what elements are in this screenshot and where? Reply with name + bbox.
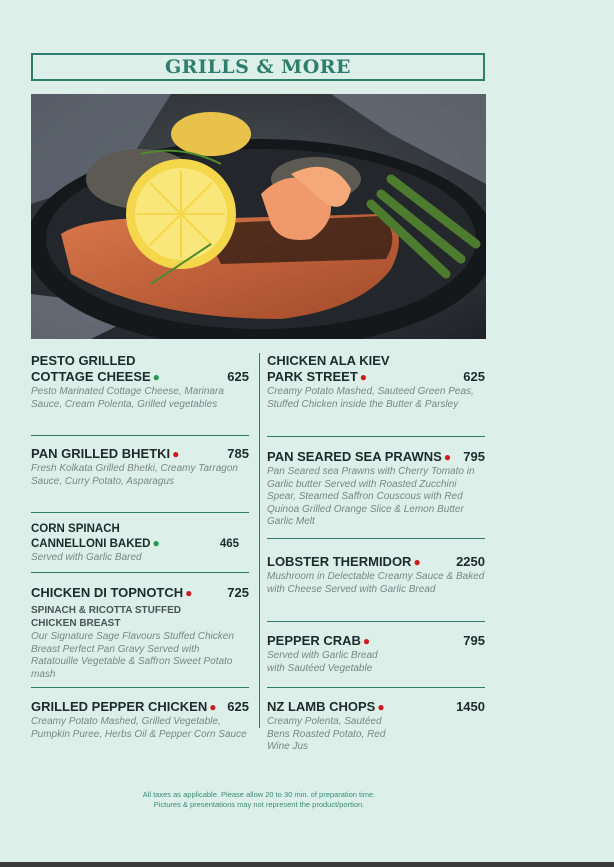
item-separator xyxy=(31,435,249,436)
item-description: Served with Garlic Bared xyxy=(31,552,142,563)
dish-photo xyxy=(31,94,486,339)
bottom-edge xyxy=(0,862,614,867)
footer-line-2: Pictures & presentations may not represent the product/portion. xyxy=(153,799,365,809)
item-price: 625 xyxy=(227,699,249,714)
item-description: Pesto Marinated Cottage Cheese, Marinara Sauce, Cream Polenta, Grilled vegetables xyxy=(31,386,224,410)
item-description: Fresh Kolkata Grilled Bhetki, Creamy Tarragon Sauce, Curry Potato, Asparagus xyxy=(31,463,238,487)
item-name: PAN GRILLED BHETKI ● 785 xyxy=(31,446,249,461)
item-name: PESTO GRILLED COTTAGE CHEESE ● 625 xyxy=(31,353,249,384)
nonveg-dot-icon: ● xyxy=(413,555,421,569)
nonveg-dot-icon: ● xyxy=(362,634,371,648)
nonveg-dot-icon: ● xyxy=(377,700,385,714)
footer-line-1: All taxes as applicable. Please allow 20 to 30 min. of preparation time. xyxy=(142,790,376,799)
item-name: CORN SPINACH CANNELLONI BAKED ● 465 xyxy=(31,523,239,550)
item-separator xyxy=(31,512,249,513)
menu-item xyxy=(31,699,249,741)
veg-dot-icon: ● xyxy=(152,370,160,384)
menu-item xyxy=(267,699,485,754)
item-description: Creamy Potato Mashed, Grilled Vegetable, Pumpkin Puree, Herbs Oil & Pepper Corn Sauce xyxy=(31,716,247,740)
item-price: 725 xyxy=(227,585,249,600)
nonveg-dot-icon: ● xyxy=(172,447,180,461)
item-price: 785 xyxy=(227,446,249,461)
item-name: PEPPER CRAB ● 795 xyxy=(267,633,485,648)
item-description: Creamy Potato Mashed, Sauteed Green Peas, Stuffed Chicken inside the Butter & Parsley xyxy=(267,386,474,410)
item-description: Creamy Polenta, Sautéed Bens Roasted Potato, Red Wine Jus xyxy=(267,716,386,752)
nonveg-dot-icon: ● xyxy=(443,450,452,464)
grilled-salmon-plate-photo xyxy=(31,94,486,339)
item-price: 625 xyxy=(227,369,249,384)
section-title: GRILLS & MORE xyxy=(164,56,352,78)
item-description: Mushroom in Delectable Creamy Sauce & Baked with Cheese Served with Garlic Bread xyxy=(267,571,485,595)
item-name: CHICKEN ALA KIEV PARK STREET ● 625 xyxy=(267,353,485,384)
item-price: 465 xyxy=(219,538,239,550)
item-price: 1450 xyxy=(456,699,485,714)
item-separator xyxy=(31,687,249,688)
menu-item xyxy=(31,585,249,681)
item-separator xyxy=(267,621,485,622)
item-separator xyxy=(267,436,485,437)
item-price: 795 xyxy=(463,449,485,464)
item-separator xyxy=(267,687,485,688)
item-subtitle: SPINACH & RICOTTA STUFFED CHICKEN BREAST xyxy=(31,605,181,629)
item-name: NZ LAMB CHOPS ● 1450 xyxy=(267,699,485,714)
section-title-box xyxy=(31,53,485,81)
nonveg-dot-icon: ● xyxy=(359,370,368,384)
item-price: 625 xyxy=(463,369,485,384)
menu-item xyxy=(267,449,485,529)
item-name: LOBSTER THERMIDOR ● 2250 xyxy=(267,554,485,569)
item-name: PAN SEARED SEA PRAWNS ● 795 xyxy=(267,449,485,464)
veg-dot-icon: ● xyxy=(152,536,160,550)
item-name: CHICKEN DI TOPNOTCH ● 725 xyxy=(31,585,249,600)
menu-item xyxy=(31,522,249,565)
nonveg-dot-icon: ● xyxy=(209,700,217,714)
item-name: GRILLED PEPPER CHICKEN ● 625 xyxy=(31,699,249,714)
item-description: Pan Seared sea Prawns with Cherry Tomato in Garlic butter Served with Roasted Zucchini Spear, Steamed Saffron Couscous with Red Quinoa Grilled Orange Slice & Lemon Butter Garlic Melt xyxy=(267,466,475,527)
item-description: Served with Garlic Bread with Sautéed Vegetable xyxy=(267,650,378,674)
menu-item xyxy=(267,353,485,411)
footer-note xyxy=(0,790,518,809)
nonveg-dot-icon: ● xyxy=(185,586,193,600)
item-description: Our Signature Sage Flavours Stuffed Chicken Breast Perfect Pan Gravy Served with Ratatouille Vegetable & Saffron Sweet Potato mash xyxy=(31,631,234,680)
item-separator xyxy=(267,538,485,539)
column-divider xyxy=(259,353,260,728)
item-price: 2250 xyxy=(456,554,485,569)
item-separator xyxy=(31,572,249,573)
menu-item xyxy=(31,353,249,411)
menu-item xyxy=(267,633,485,675)
menu-item xyxy=(267,554,485,596)
item-price: 795 xyxy=(463,633,485,648)
menu-item xyxy=(31,446,249,488)
